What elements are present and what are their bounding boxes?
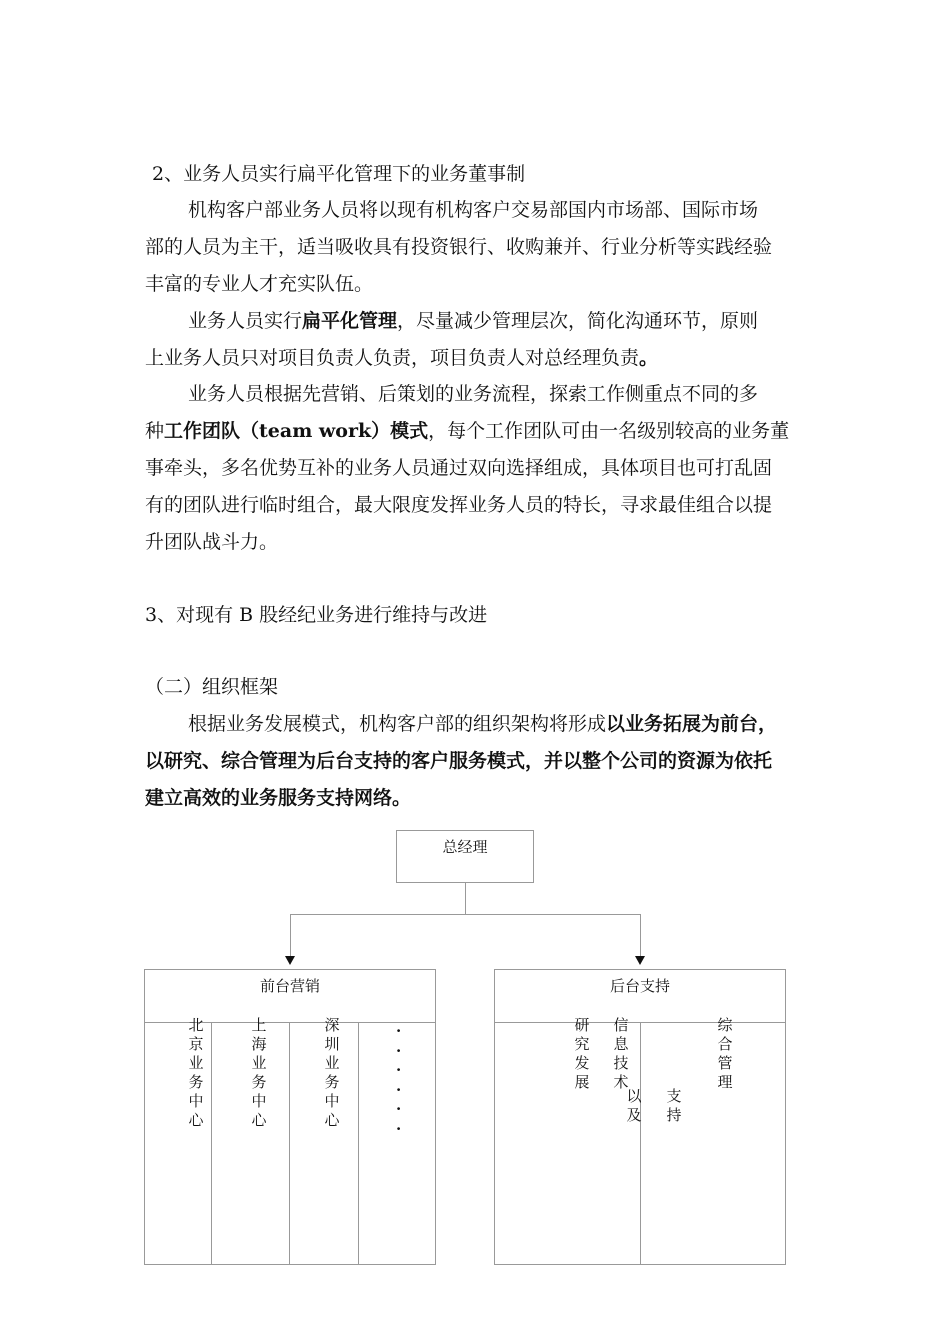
paragraph-line: 业务人员根据先营销、后策划的业务流程，探索工作侧重点不同的多: [188, 383, 759, 405]
paragraph-line: 以研究、综合管理为后台支持的客户服务模式，并以整个公司的资源为依托: [145, 750, 773, 772]
arrow-down-icon: [285, 956, 295, 965]
paragraph-line: 有的团队进行临时组合，最大限度发挥业务人员的特长，寻求最佳组合以提: [145, 494, 773, 516]
connector-line: [465, 883, 466, 914]
paragraph-line: 升团队战斗力。: [145, 531, 279, 553]
paragraph-line: [145, 413, 789, 450]
connector-line: [290, 914, 640, 915]
admin-label: 综合管理: [717, 1016, 733, 1091]
divider: [289, 1022, 290, 1265]
divider: [358, 1022, 359, 1265]
and-label: 以及: [626, 1087, 642, 1124]
support-label: 支持: [666, 1087, 682, 1124]
shenzhen-center-label: 深圳业务中心: [324, 1016, 340, 1129]
back-office-title: 后台支持: [609, 977, 670, 995]
section-heading-2: 2、业务人员实行扁平化管理下的业务董事制: [152, 163, 526, 185]
emphasis: 。: [639, 347, 659, 369]
paragraph-line: [188, 706, 777, 743]
paragraph-line: 丰富的专业人才充实队伍。: [145, 273, 374, 295]
text-run: ，尽量减少管理层次，简化沟通环节，原则: [397, 310, 759, 332]
text-run: 种: [145, 420, 165, 442]
gm-label: 总经理: [442, 838, 488, 856]
connector-line: [290, 914, 291, 957]
text-run: 业务人员实行: [188, 310, 303, 332]
paragraph-line: 建立高效的业务服务支持网络。: [145, 787, 412, 809]
paragraph-line: 部的人员为主干，适当吸收具有投资银行、收购兼并、行业分析等实践经验: [145, 236, 773, 258]
front-office-title: 前台营销: [259, 977, 320, 995]
emphasis: 扁平化管理: [302, 310, 398, 332]
paragraph-line: 事牵头，多名优势互补的业务人员通过双向选择组成，具体项目也可打乱固: [145, 457, 773, 479]
section-heading-org: （二）组织框架: [145, 676, 279, 698]
text-run: 根据业务发展模式，机构客户部的组织架构将形成: [188, 713, 607, 735]
section-heading-3: 3、对现有 B 股经纪业务进行维持与改进: [145, 604, 488, 626]
ellipsis-column: . . . . . .: [396, 1018, 402, 1134]
paragraph-line: [145, 340, 658, 377]
divider: [211, 1022, 212, 1265]
emphasis: 以业务拓展为前台，: [606, 713, 778, 735]
beijing-center-label: 北京业务中心: [188, 1016, 204, 1129]
it-label: 信息技术: [613, 1016, 629, 1091]
connector-line: [640, 914, 641, 957]
divider: [640, 1022, 641, 1265]
text-run: 上业务人员只对项目负责人负责，项目负责人对总经理负责: [145, 347, 640, 369]
paragraph-line: [188, 303, 758, 340]
paragraph-line: 机构客户部业务人员将以现有机构客户交易部国内市场部、国际市场: [188, 199, 759, 221]
research-label: 研究发展: [574, 1016, 590, 1091]
arrow-down-icon: [635, 956, 645, 965]
emphasis: 工作团队（team work）模式: [164, 420, 429, 442]
shanghai-center-label: 上海业务中心: [251, 1016, 267, 1129]
text-run: ，每个工作团队可由一名级别较高的业务董: [428, 420, 790, 442]
